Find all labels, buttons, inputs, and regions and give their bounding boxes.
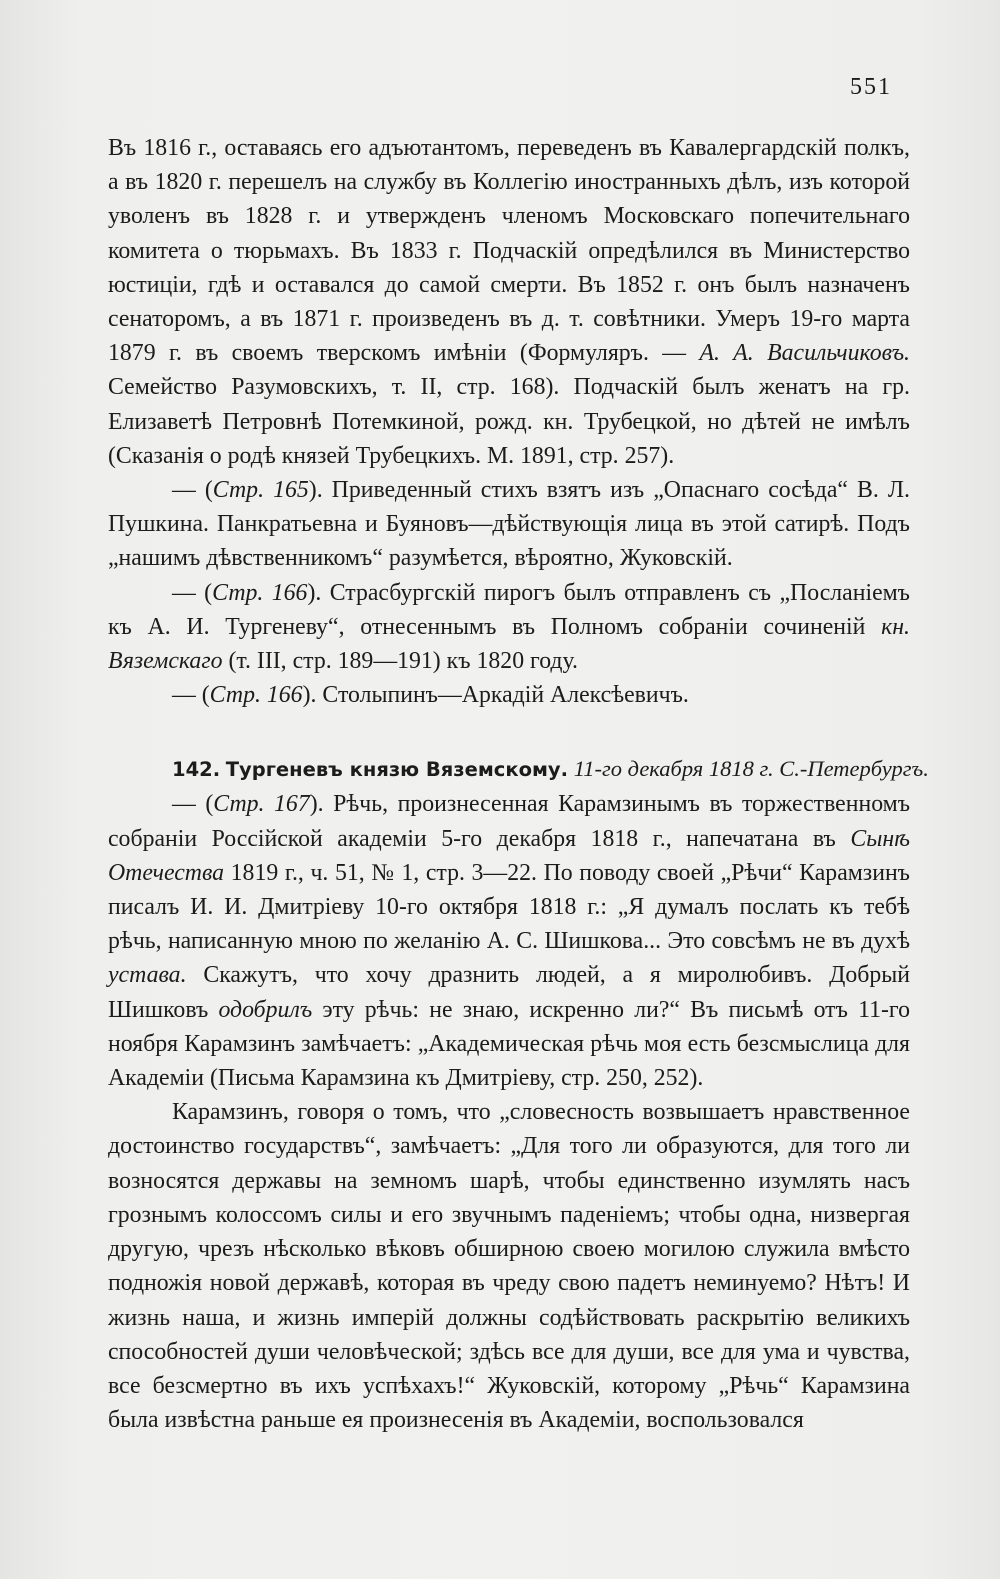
paragraph-text: ). Столыпинъ—Аркадій Алексѣевичъ. (302, 682, 689, 709)
paragraph-text: — ( (172, 682, 210, 709)
paragraph-text: Семейство Разумовскихъ, т. II, стр. 168). Подчаскій былъ женатъ на гр. Елизаветѣ Петровнѣ Потемкиной, рожд. кн. Трубецкой, но дѣтей не имѣлъ (Сказанія о родѣ князей Трубецкихъ. М. 1891, стр. 257). (108, 374, 910, 469)
paragraph-text: 1819 г., ч. 51, № 1, стр. 3—22. По поводу своей „Рѣчи“ Карамзинъ писалъ И. И. Дмитріеву 10-го октября 1818 г.: „Я думалъ послать къ тебѣ рѣчь, написанную мною по желанію А. С. Шишкова... Это совсѣмъ не въ духѣ (108, 859, 910, 955)
letter-title: Тургеневъ князю Вяземскому. (225, 758, 569, 782)
paragraph-text: ). Рѣчь, произнесенная Карамзинымъ въ торжественномъ собраніи Россійской академіи 5-го декабря 1818 г., напечатана въ (108, 791, 911, 852)
paragraph-text: ). Страсбургскій пирогъ былъ отправленъ съ „Посланіемъ къ А. И. Тургеневу“, отнесеннымъ въ Полномъ собраніи сочиненій (108, 579, 910, 640)
italic-word: одобрилъ (218, 996, 313, 1023)
paragraph-biography (108, 131, 910, 473)
paragraph-note-167 (108, 787, 910, 1095)
letter-heading (108, 752, 929, 787)
page-reference: Стр. 165 (212, 477, 309, 504)
paragraph-text: — ( (172, 791, 214, 818)
italic-author-name: кн. Вяземскаго (108, 613, 910, 675)
paragraph-text: Скажутъ, что хочу дразнить людей, а я миролюбивъ. Добрый Шишковъ (108, 962, 910, 1023)
paragraph-text: — ( (172, 477, 213, 504)
paragraph-text: — ( (172, 579, 213, 606)
paragraph-text: Въ 1816 г., оставаясь его адъютантомъ, переведенъ въ Кавалергардскій полкъ, а въ 1820 г. перешелъ на службу въ Коллегію иностранныхъ дѣлъ, изъ которой уволенъ въ 1828 г. и утвержденъ членомъ Московскаго попечительнаго комитета о тюрьмахъ. Въ 1833 г. Подчаскій опредѣлился въ Министерство юстиціи, гдѣ и оставался до самой смерти. Въ 1852 г. онъ былъ назначенъ сенаторомъ, а въ 1871 г. произведенъ въ д. т. совѣтники. Умеръ 19-го марта 1879 г. въ своемъ тверскомъ имѣніи (Формуляръ. — (108, 135, 910, 367)
italic-word: устава. (108, 962, 187, 989)
italic-author-name: А. А. Васильчиковъ. (699, 340, 910, 367)
paragraph-note-166-b (108, 678, 910, 712)
paragraph-text: ). Приведенный стихъ взятъ изъ „Опаснаго сосѣда“ В. Л. Пушкина. Панкратьевна и Буяновъ—дѣйствующія лица въ этой сатирѣ. Подъ „нашимъ дѣвственникомъ“ разумѣется, вѣроятно, Жуковскій. (108, 477, 910, 572)
paragraph-karamzin: Карамзинъ, говоря о томъ, что „словесность возвышаетъ нравственное достоинство государствъ“, замѣчаетъ: „Для того ли образуются, для того ли возносятся державы на земномъ шарѣ, чтобы единственно изумлять насъ грознымъ колоссомъ силы и его звучнымъ паденіемъ; чтобы одна, низвергая другую, чрезъ нѣсколько вѣковъ обширною своею могилою служила вмѣсто подножія новой державѣ, которая въ чреду свою падетъ неминуемо? Нѣтъ! И жизнь наша, и жизнь имперій должны содѣйствовать раскрытію великихъ способностей души человѣческой; здѣсь все для души, все для ума и чувства, все безсмертно въ ихъ успѣхахъ!“ Жуковскій, которому „Рѣчь“ Карамзина была извѣстна раньше ея произнесенія въ Академіи, воспользовался (108, 1099, 910, 1434)
page-reference: Стр. 166 (209, 682, 303, 709)
page-number: 551 (850, 74, 892, 100)
paragraph-text: эту рѣчь: не знаю, искренно ли?“ Въ письмѣ отъ 11-го ноября Карамзинъ замѣчаетъ: „Академическая рѣчь моя есть безсмыслица для Академіи (Письма Карамзина къ Дмитріеву, стр. 250, 252). (108, 996, 910, 1092)
letter-date: 11-го декабря 1818 г. С.-Петербургъ. (573, 756, 929, 782)
italic-journal-title: Сынѣ Отечества (108, 825, 910, 886)
paragraph-note-166-a (108, 576, 910, 679)
letter-number: 142. (172, 758, 221, 782)
paragraph-text: (т. III, стр. 189—191) къ 1820 году. (222, 648, 578, 675)
paragraph-note-165 (108, 473, 910, 576)
page-reference: Стр. 167 (213, 791, 310, 818)
page-reference: Стр. 166 (212, 579, 308, 606)
page-body (108, 131, 929, 1437)
